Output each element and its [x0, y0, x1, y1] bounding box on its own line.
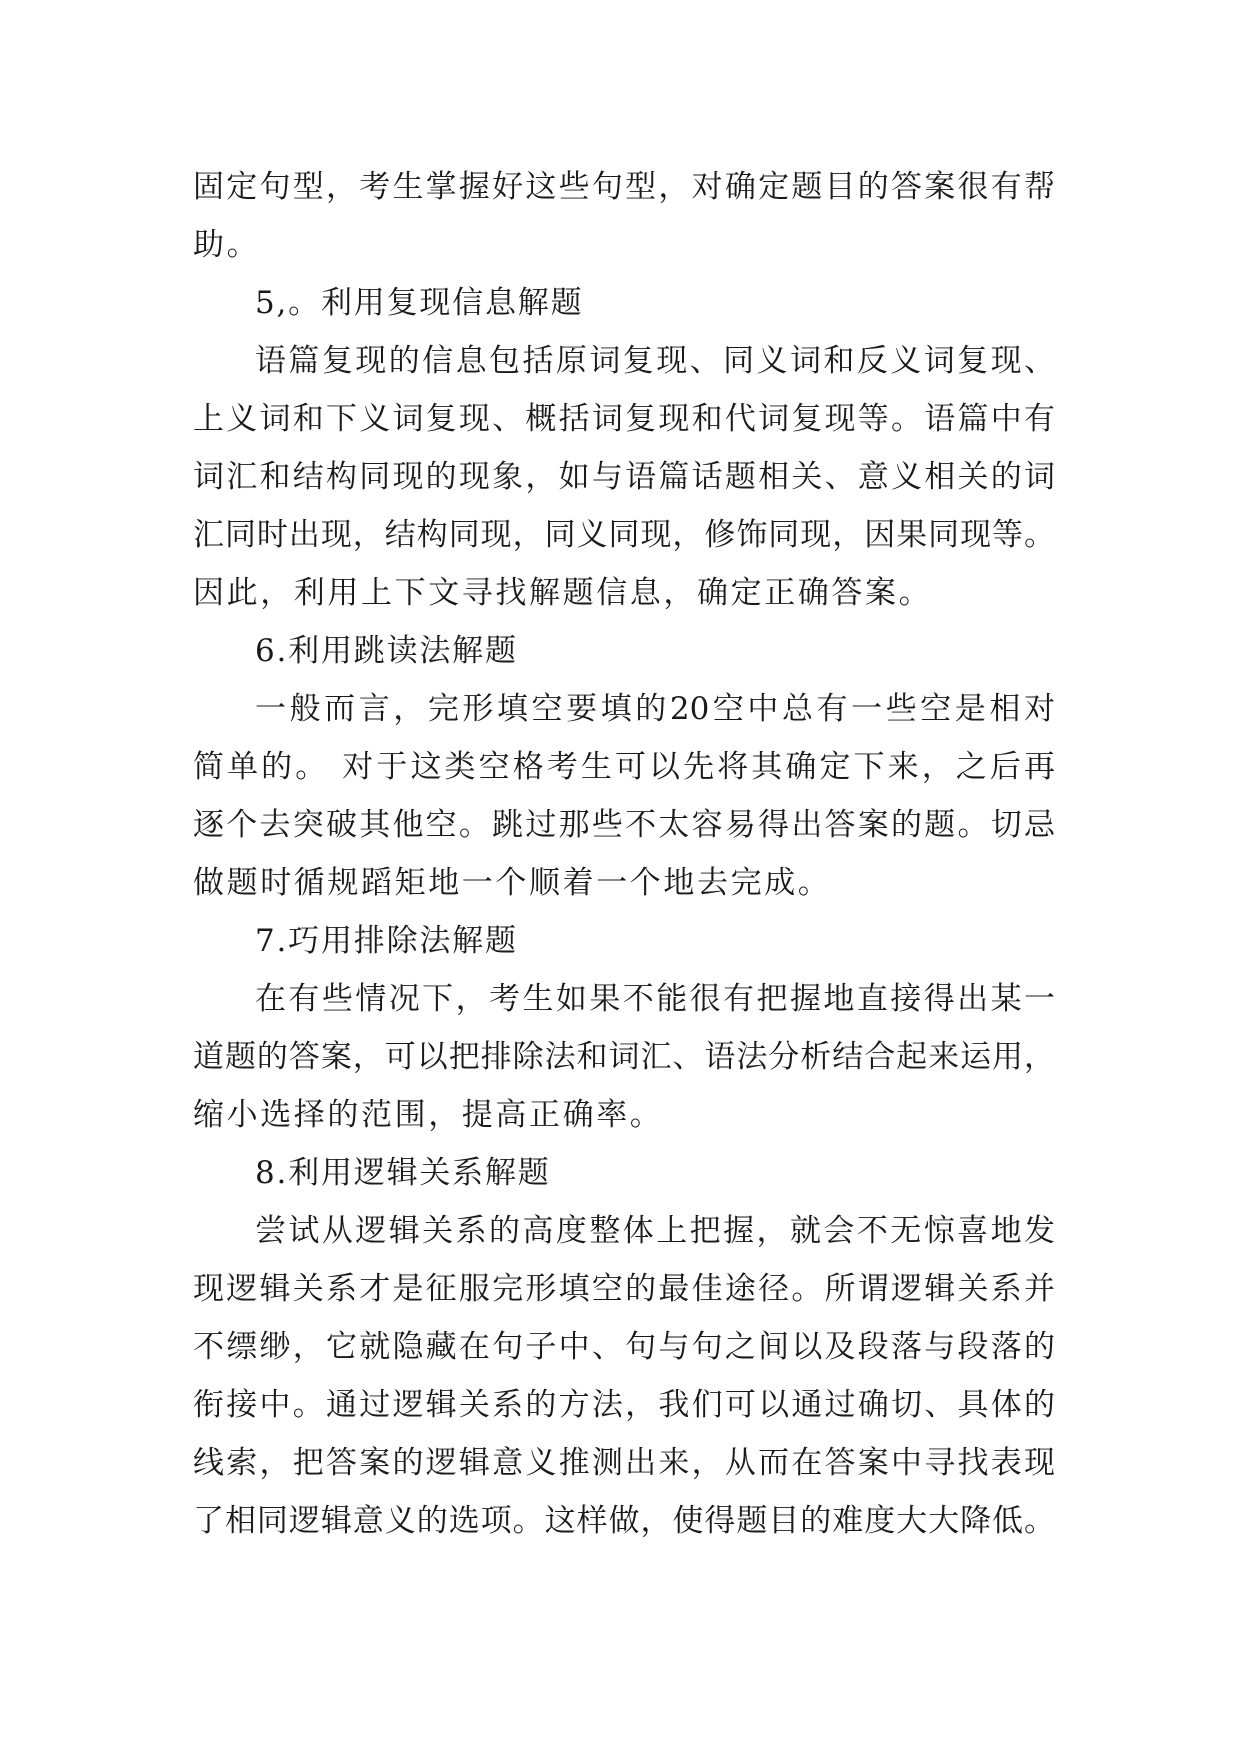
section-heading: 7.巧用排除法解题 [255, 923, 518, 959]
paragraph-line: 尝试从逻辑关系的高度整体上把握，就会不无惊喜地发 [255, 1213, 1055, 1249]
paragraph-line: 一般而言，完形填空要填的20空中总有一些空是相对 [255, 691, 1055, 727]
paragraph-line: 道题的答案，可以把排除法和词汇、语法分析结合起来运用， [193, 1039, 1055, 1075]
paragraph-line: 汇同时出现，结构同现，同义同现，修饰同现，因果同现等。 [193, 517, 1055, 553]
section-heading: 6.利用跳读法解题 [255, 633, 518, 669]
paragraph-line: 因此，利用上下文寻找解题信息，确定正确答案。 [193, 575, 933, 611]
paragraph-line: 逐个去突破其他空。跳过那些不太容易得出答案的题。切忌 [193, 807, 1055, 843]
paragraph-line: 固定句型，考生掌握好这些句型，对确定题目的答案很有帮 [193, 169, 1055, 205]
paragraph-line: 了相同逻辑意义的选项。这样做，使得题目的难度大大降低。 [193, 1503, 1055, 1539]
paragraph-line: 上义词和下义词复现、概括词复现和代词复现等。语篇中有 [193, 401, 1055, 437]
paragraph-line: 语篇复现的信息包括原词复现、同义词和反义词复现、 [255, 343, 1055, 379]
paragraph-line: 词汇和结构同现的现象，如与语篇话题相关、意义相关的词 [193, 459, 1055, 495]
paragraph-line: 现逻辑关系才是征服完形填空的最佳途径。所谓逻辑关系并 [193, 1271, 1055, 1307]
section-heading: 8.利用逻辑关系解题 [255, 1155, 551, 1191]
paragraph-line: 衔接中。通过逻辑关系的方法，我们可以通过确切、具体的 [193, 1387, 1055, 1423]
paragraph-line: 助。 [193, 227, 261, 263]
section-heading: 5,。利用复现信息解题 [255, 285, 584, 321]
paragraph-line: 线索，把答案的逻辑意义推测出来，从而在答案中寻找表现 [193, 1445, 1055, 1481]
paragraph-line: 在有些情况下，考生如果不能很有把握地直接得出某一 [255, 981, 1055, 1017]
document-page [193, 158, 1055, 1550]
paragraph-line: 做题时循规蹈矩地一个顺着一个地去完成。 [193, 865, 832, 901]
paragraph-line: 简单的。 对于这类空格考生可以先将其确定下来，之后再 [193, 749, 1055, 785]
paragraph-line: 不缥缈，它就隐藏在句子中、句与句之间以及段落与段落的 [193, 1329, 1055, 1365]
paragraph-line: 缩小选择的范围，提高正确率。 [193, 1097, 664, 1133]
